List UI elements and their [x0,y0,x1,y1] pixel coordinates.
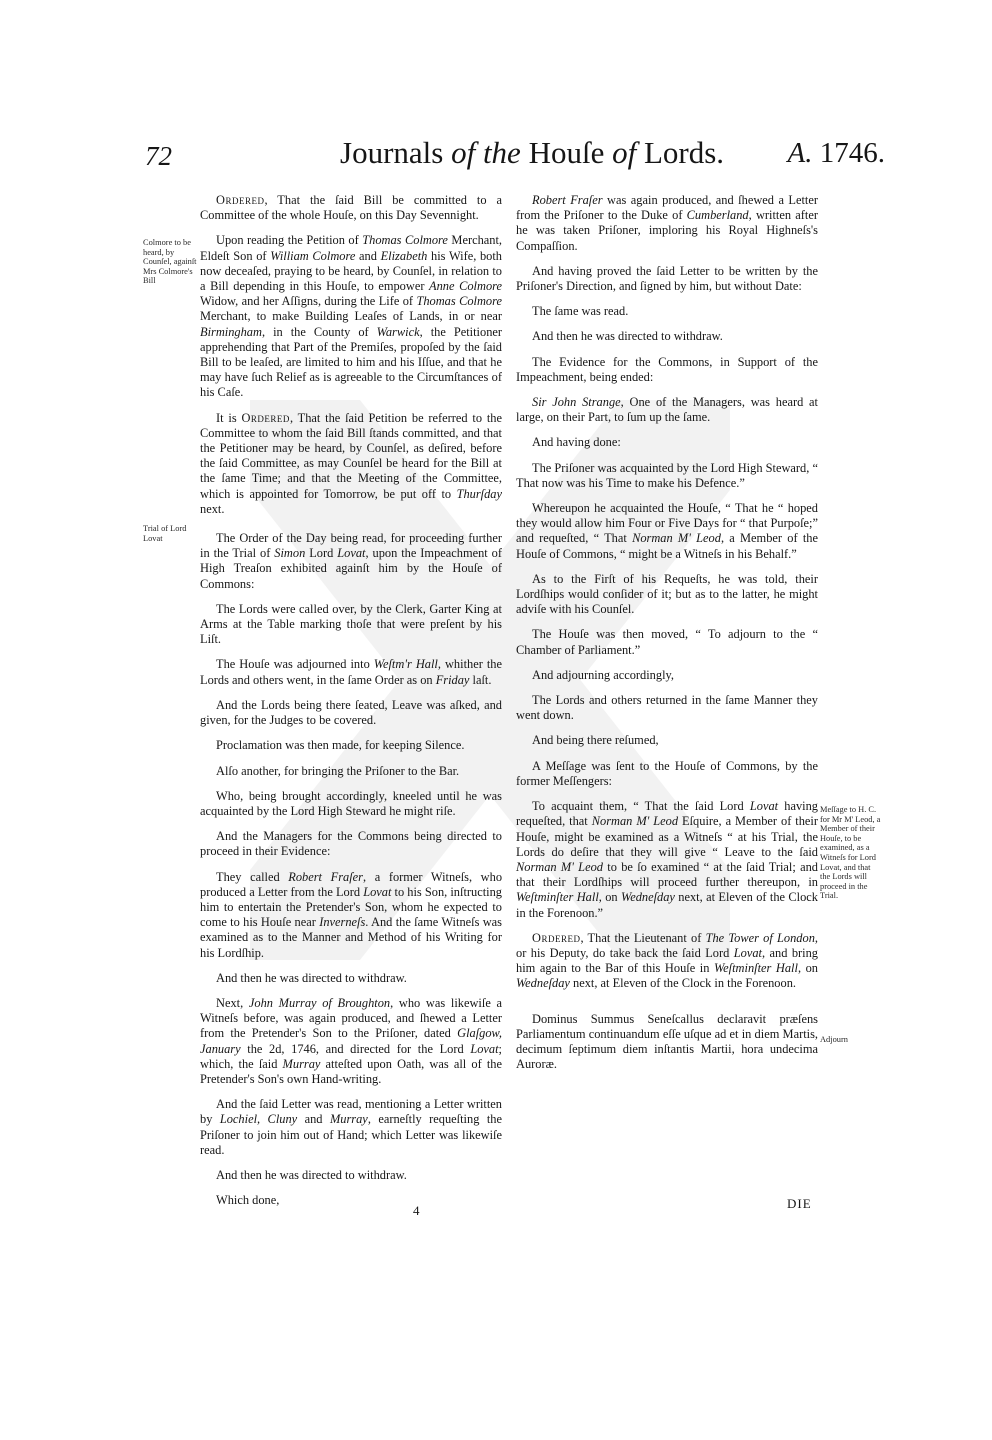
paragraph: And being there reſumed, [532,733,659,748]
name: Lovat [470,1041,499,1056]
running-title [340,135,724,171]
place: Birmingham [200,324,262,339]
paragraph: The ſame was read. [532,304,629,319]
paragraph: A Meſſage was ſent to the Houſe of Commons, by the former Meſſengers: [516,758,818,788]
paragraph: The Lords and others returned in the ſame Manner they went down. [516,693,818,723]
paragraph [200,411,502,517]
text: Lord [305,546,338,561]
paragraph [200,996,502,1087]
name: Robert Fraſer [532,193,603,207]
text: , That the ſaid Bill be committed to a Committee of the whole Houſe, on this Day Sevennight. [200,193,502,223]
text: and [355,248,381,263]
text: It is [216,410,242,425]
text: . And the ſame Witneſs was examined as to the Manner and Method of his Writing for his Lordſhip. [200,915,502,960]
paragraph: And the Lords being there ſeated, Leave was aſked, and given, for the Judges to be covered. [200,697,502,728]
paragraph [516,799,818,921]
text: and [297,1112,330,1127]
place: The Tower of London [705,930,815,945]
paragraph [200,657,502,687]
paragraph [516,501,818,562]
paragraph [200,233,502,400]
text: And the ſaid Letter was read, mentioning a Letter written by [200,1097,502,1127]
margin-note-message: Meſſage to H. C. for Mr M' Leod, a Member of their Houſe, to be examined, as a Witneſs for Lord Lovat, and that the Lords will proceed in the Trial. [820,805,881,901]
paragraph: Proclamation was then made, for keeping Silence. [216,738,465,753]
text: , upon the Impeachment of High Treaſon exhibited againſt him by the Houſe of Commons: [200,546,502,591]
paragraph [516,931,818,992]
text: Upon reading the Petition of [216,233,363,248]
text: next. [200,501,225,516]
paragraph [200,193,502,223]
paragraph: The Evidence for the Commons, in Support of the Impeachment, being ended: [516,354,818,384]
paragraph: And having proved the ſaid Letter to be written by the Priſoner's Direction, and ſigned by him, but without Date: [516,263,818,294]
paragraph: And having done: [532,435,621,450]
paragraph: The Houſe was then moved, “ To adjourn to the “ Chamber of Parliament.” [516,627,818,657]
folio-number: 72 [145,141,172,171]
year-value: 1746. [819,137,885,169]
margin-note-adjourn: Adjourn [820,1035,848,1044]
place: Inverneſs [319,915,366,930]
text: to be ſo examined “ at the ſaid Trial; and that their Lordſhips will proceed further thereupon, in [516,859,818,890]
title-part: Lords. [636,135,725,170]
paragraph: Alſo another, for bringing the Priſoner to the Bar. [216,763,460,778]
text: , earneſtly requeſting the Priſoner to join him out of Hand; which Letter was likewiſe read. [200,1112,502,1157]
text: next, at Eleven of the Clock in the Forenoon.” [516,890,818,920]
text: atteſted upon Oath, was all of the Pretender's Son's own Hand-writing. [200,1056,502,1086]
text: , the Petitioner apprehending that Part of the Premiſes, propoſed by the ſaid Bill to be leaſed, are limited to him and his Iſſue, and that he may have ſuch Relief as is agreeable to the Circumſtances of his Caſe. [200,324,503,400]
text: To acquaint them, “ That the ſaid Lord [532,799,750,814]
name: Thomas Colmore [416,294,502,309]
text: , That the Lieutenant of [580,930,706,945]
paragraph [200,531,502,592]
name: Lovat [337,546,366,561]
margin-note-trial: Trial of Lord Lovat [143,524,187,543]
name: Lochiel, Cluny [219,1112,298,1127]
text: to his Son, inſtructing him to entertain the Pretender's Son, whom he expected to come to his Houſe near [200,884,502,930]
order-lead: Ordered [241,410,290,425]
text: Merchant, to make Building Leaſes of Lands, in or near [200,309,502,324]
paragraph: As to the Firſt of his Requeſts, he was told, their Lordſhips would conſider of it; but as to the latter, he might adviſe with his Counſel. [516,571,818,617]
text: , a former Witneſs, who produced a Letter from the Lord [200,869,503,899]
name: Lovat [749,799,779,814]
paragraph: The Lords were called over, by the Clerk, Garter King at Arms at the Table marking thoſe that were preſent by his Liſt. [200,601,502,647]
name: William Colmore [270,248,356,263]
paragraph [200,1097,502,1158]
place: Warwick [376,324,420,339]
left-column [200,193,502,1218]
name: John Murray of Broughton [248,995,391,1010]
paragraph: And then he was directed to withdraw. [532,329,723,344]
name: Lovat [733,945,762,960]
text: Whereupon he acquainted the Houſe, “ That he “ hoped they would allow him Four or Five Days for “ that Purpoſe;” and requeſted, “ That [516,501,818,546]
text: , whither the Lords and others went, in the ſame Order as on [200,657,503,687]
year-label [788,137,885,170]
text: Widow, and her Aſſigns, during the Life of [200,294,417,309]
title-part: of [612,135,637,170]
text: Next, [216,995,249,1010]
paragraph: And then he was directed to withdraw. [216,1167,407,1182]
day: Wedneſday [516,976,570,991]
order-lead: Ordered [216,193,265,207]
text: , a Member of the Houſe of Commons, “ might be a Witneſs in his Behalf.” [516,531,818,561]
text: , written after he was taken Priſoner, imploring his Royal Highneſs's Compaſſion. [516,208,818,253]
name: Lovat [363,884,392,899]
text: laſt. [469,672,492,687]
name: Anne Colmore [429,279,502,294]
name: Sir John Strange [532,395,621,410]
paragraph: And adjourning accordingly, [532,667,674,682]
text: , and bring him again to the Bar of this Houſe in [516,945,818,976]
text: Merchant, Eldeſt Son of [200,233,503,263]
paragraph: Who, being brought accordingly, kneeled until he was acquainted by the Lord High Steward he might riſe. [200,788,502,818]
paragraph: Which done, [216,1193,280,1208]
text: The Order of the Day being read, for proceeding further in the Trial of [200,531,502,561]
year-prefix: A. [787,137,813,169]
name: Thomas Colmore [362,233,448,248]
text: The Houſe was adjourned into [216,657,374,672]
place: Weſtminſter Hall [516,890,599,905]
signature-mark: 4 [413,1203,420,1218]
text: , who was likewiſe a Witneſs before, was again produced, and ſhewed a Letter from the Pretender's Son to the Priſoner, dated [200,995,503,1041]
name: Norman M' Leod [632,531,721,546]
paragraph: And the Managers for the Commons being directed to proceed in their Evidence: [200,829,502,859]
text: , in the County of [261,324,377,339]
name: Murray [282,1056,321,1071]
day: Friday [435,672,470,687]
day: Thurſday [456,486,502,501]
text: next, at Eleven of the Clock in the Forenoon. [569,976,796,991]
catchword: DIE [787,1196,812,1211]
paragraph [516,395,818,425]
right-column [516,193,818,1082]
text: , on [598,890,622,905]
order-lead: Ordered [532,930,581,945]
day: Wedneſday [621,890,675,905]
latin-paragraph: Dominus Summus Seneſcallus declaravit præſens Parliamentum continuandum eſſe uſque ad et in diem Martis, decimum ſeptimum diem inſtantis Martii, hora undecima Auroræ. [516,1011,818,1072]
title-part: Journals [340,135,452,170]
text: , That the ſaid Petition be referred to the Committee to whom the ſaid Bill ſtands committed, and that the Petitioner may be heard, by Counſel, as deſired, before the ſaid Committee, as may Counſel be heard for the Bill at the ſame Time; and that the Meeting of the Committee, which is appointed for Tomorrow, be put off to [200,410,502,501]
text: having requeſted, that [516,799,818,829]
place: Weſtminſter Hall [713,961,798,976]
place: Cumberland [686,208,749,223]
text: , One of the Managers, was heard at large, on their Part, to ſum up the ſame. [516,395,818,425]
text: was again produced, and ſhewed a Letter from the Priſoner to the Duke of [516,193,819,223]
name: Norman M' Leod [516,859,603,874]
text: the 2d, 1746, and directed for the Lord [240,1041,471,1056]
name: Norman M' Leod [591,814,679,829]
name: Elizabeth [380,248,428,263]
paragraph [516,193,818,254]
title-part: Houſe [520,135,613,170]
text: ; which, the ſaid [200,1041,502,1071]
text: Eſquire, a Member of their Houſe, might be examined as a Witneſs “ at his Trial, the Lords do deſire that they will give “ Leave to the ſaid [516,814,819,859]
text: , or his Deputy, do take back the ſaid Lord [516,930,818,960]
paragraph [200,870,502,961]
text: They called [216,869,289,884]
margin-note-colmore: Colmore to be heard, by Counſel, againſt Mrs Colmore's Bill [143,238,197,286]
place: Glaſgow, January [200,1026,502,1056]
text: his Wife, both now deceaſed, praying to be heard, by Counſel, in relation to a Bill depending in this Houſe, to empower [200,248,502,294]
paragraph: And then he was directed to withdraw. [216,970,407,985]
name: Simon [274,546,306,561]
name: Robert Fraſer [288,869,363,884]
title-part: of the [451,135,521,170]
page-header [145,135,885,185]
paragraph: The Priſoner was acquainted by the Lord High Steward, “ That now was his Time to make his Defence.” [516,460,818,490]
name: Murray [329,1112,368,1127]
place: Weſtm'r Hall [373,657,438,672]
text: , on [797,961,818,976]
